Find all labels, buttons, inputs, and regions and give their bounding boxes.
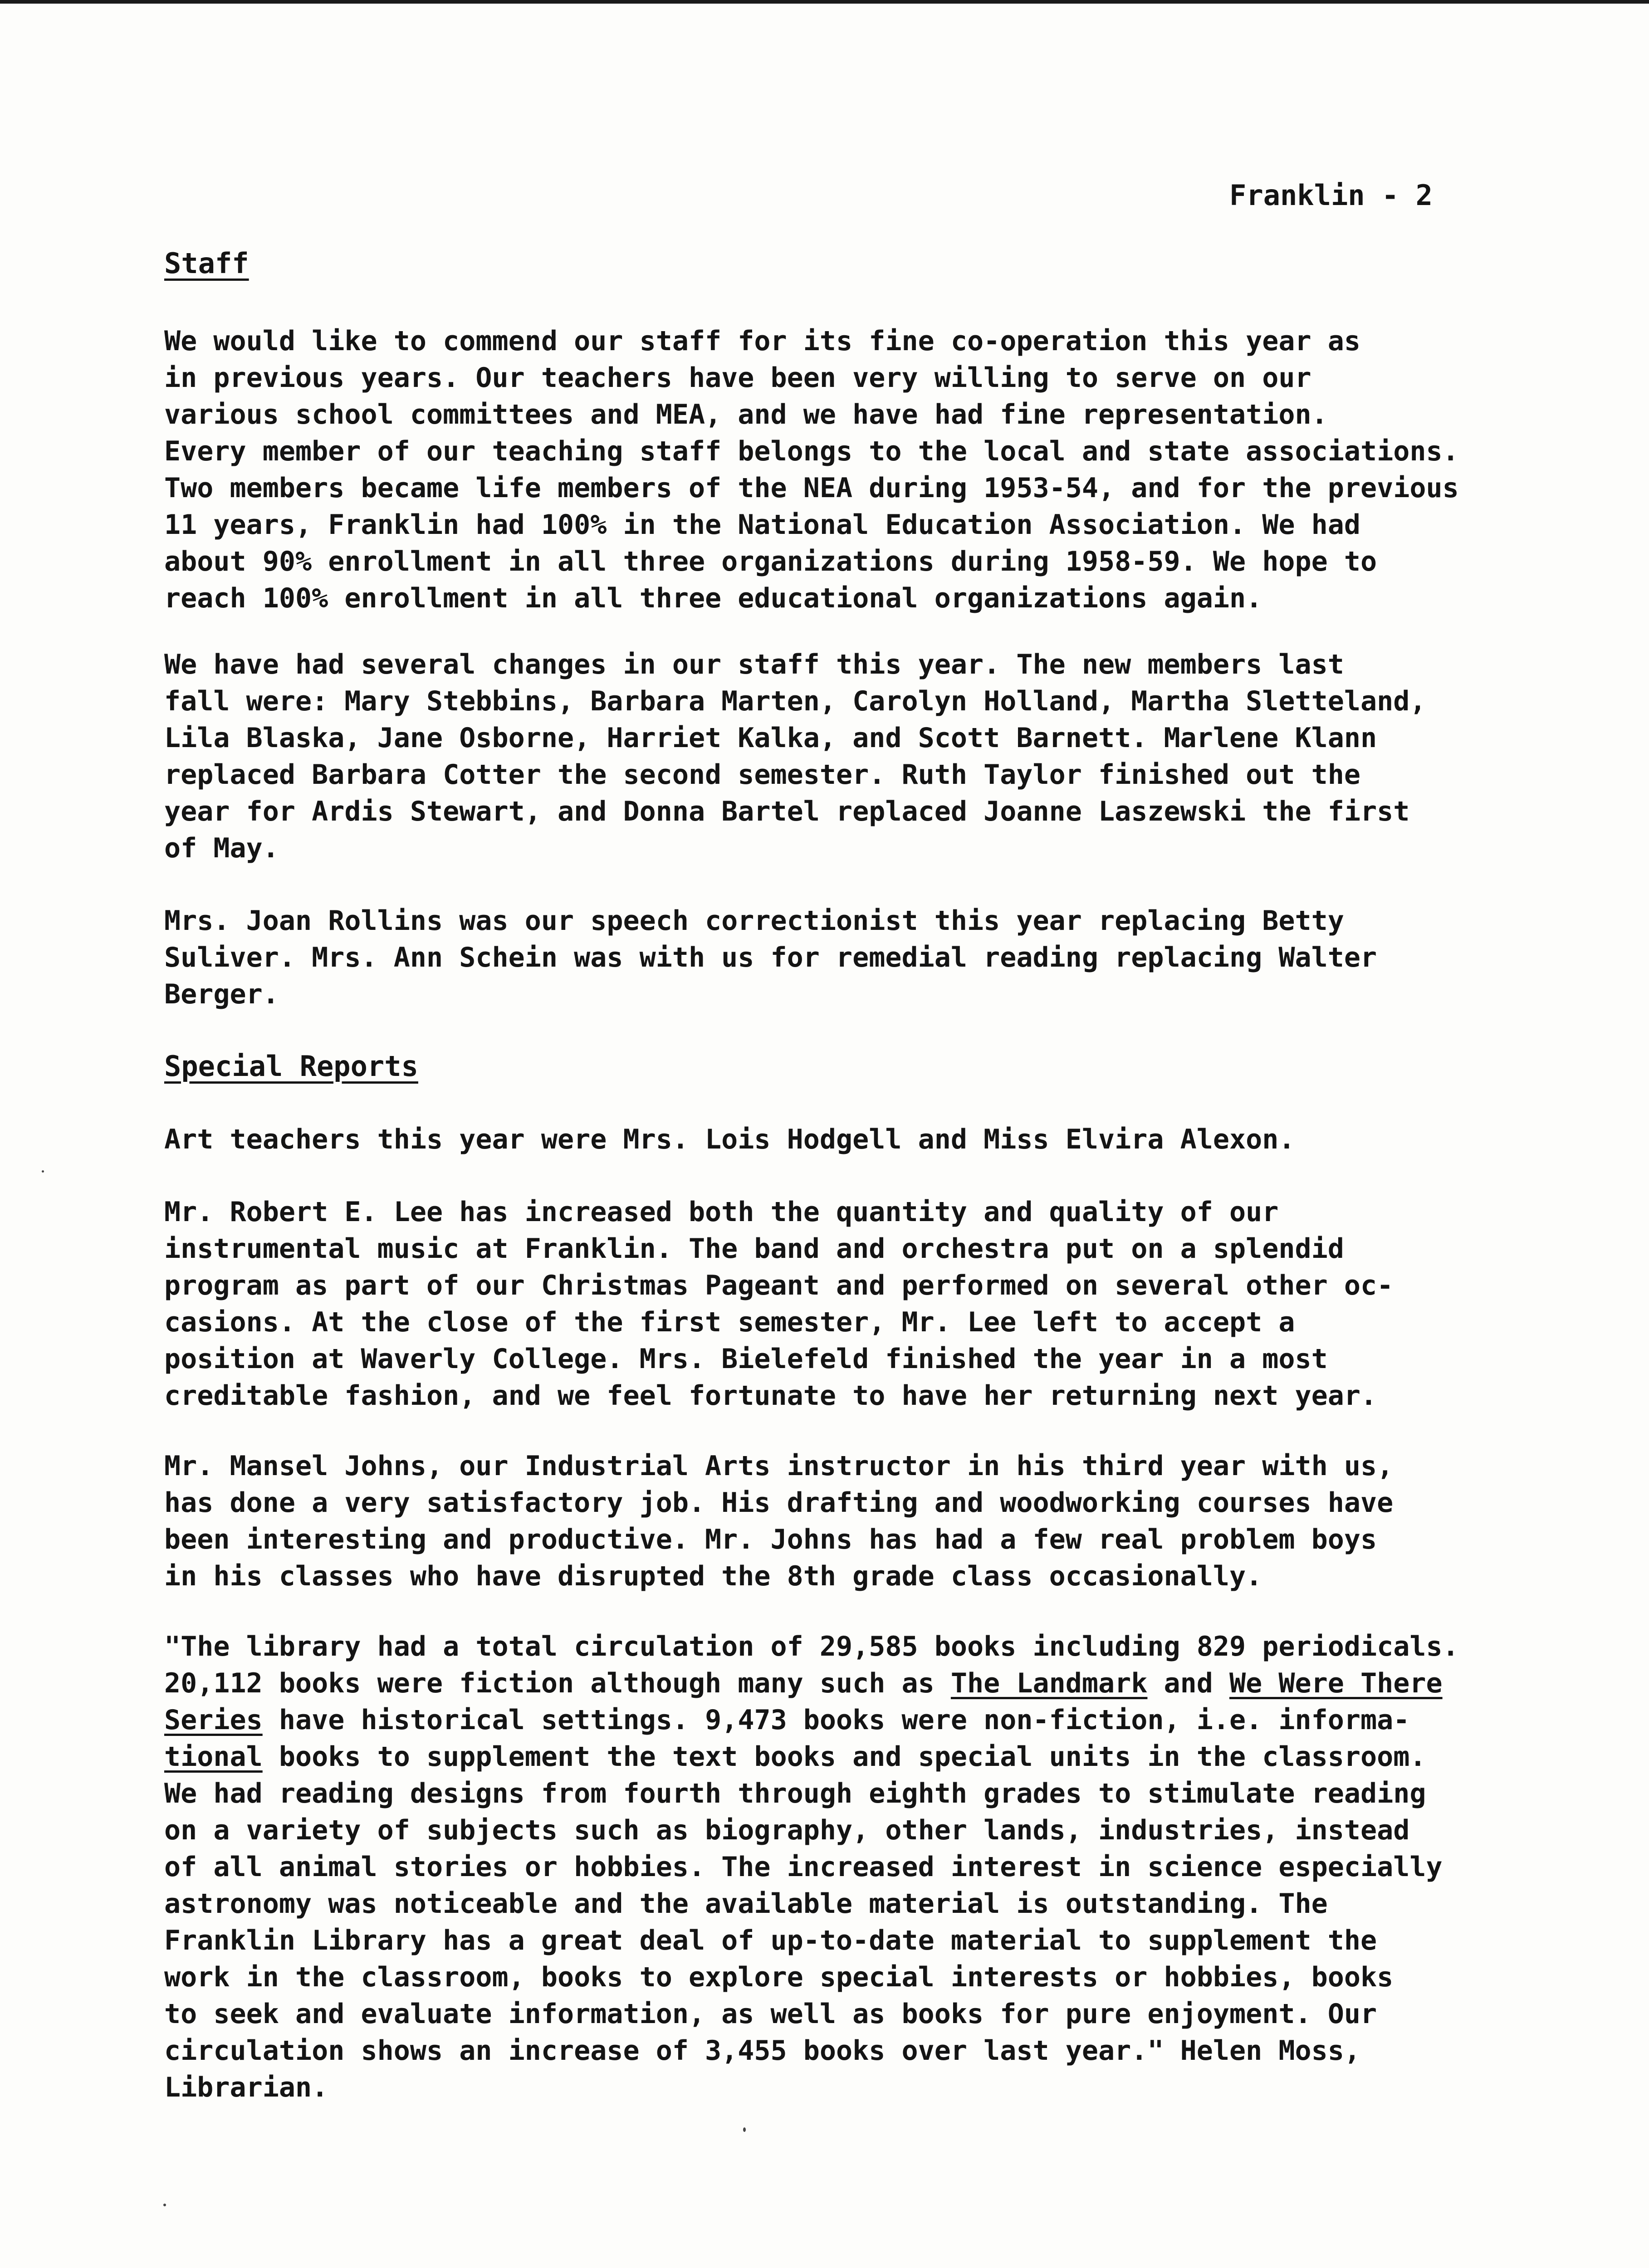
text-line: position at Waverly College. Mrs. Bielefeld finished the year in a most	[164, 1343, 1328, 1375]
text-line: about 90% enrollment in all three organizations during 1958-59. We hope to	[164, 546, 1377, 577]
text-fragment: 20,112 books were fiction although many such as	[164, 1667, 951, 1699]
text-line: We would like to commend our staff for its fine co-operation this year as	[164, 325, 1360, 357]
page-header: Franklin - 2	[1229, 179, 1433, 212]
text-line: Lila Blaska, Jane Osborne, Harriet Kalka, and Scott Barnett. Marlene Klann	[164, 722, 1377, 754]
text-line: 11 years, Franklin had 100% in the National Education Association. We had	[164, 509, 1360, 541]
text-line: Mr. Mansel Johns, our Industrial Arts instructor in his third year with us,	[164, 1450, 1394, 1482]
text-line: of May.	[164, 832, 279, 864]
text-line: instrumental music at Franklin. The band and orchestra put on a splendid	[164, 1233, 1344, 1265]
special-paragraph-2	[164, 1194, 1629, 1414]
text-line: been interesting and productive. Mr. Johns has had a few real problem boys	[164, 1524, 1377, 1555]
series-title-word: Series	[164, 1704, 263, 1736]
text-line: of all animal stories or hobbies. The increased interest in science especially	[164, 1851, 1443, 1883]
special-paragraph-1	[164, 1121, 1629, 1158]
text-fragment: have historical settings. 9,473 books were non-fiction, i.e. informa-	[262, 1704, 1410, 1736]
text-line: has done a very satisfactory job. His drafting and woodworking courses have	[164, 1487, 1394, 1519]
underlined-word: tional	[164, 1741, 263, 1773]
text-line: in his classes who have disrupted the 8th grade class occasionally.	[164, 1560, 1262, 1592]
library-paragraph	[164, 1628, 1629, 2106]
text-line: We had reading designs from fourth through eighth grades to stimulate reading	[164, 1778, 1426, 1809]
scan-speck	[163, 2204, 166, 2206]
text-fragment: and	[1147, 1667, 1230, 1699]
text-line: Mrs. Joan Rollins was our speech correctionist this year replacing Betty	[164, 905, 1344, 937]
text-line	[164, 1665, 1629, 1702]
text-fragment: books to supplement the text books and special units in the classroom.	[262, 1741, 1426, 1773]
text-line: in previous years. Our teachers have been very willing to serve on our	[164, 362, 1311, 394]
text-line: year for Ardis Stewart, and Donna Bartel replaced Joanne Laszewski the first	[164, 796, 1410, 827]
scan-speck	[42, 1170, 44, 1173]
text-line: Art teachers this year were Mrs. Lois Hodgell and Miss Elvira Alexon.	[164, 1124, 1295, 1155]
text-line: Franklin Library has a great deal of up-to-date material to supplement the	[164, 1925, 1377, 1956]
staff-paragraph-2	[164, 646, 1629, 867]
text-line: replaced Barbara Cotter the second semester. Ruth Taylor finished out the	[164, 759, 1360, 791]
text-line: Berger.	[164, 978, 279, 1010]
text-line: Suliver. Mrs. Ann Schein was with us for remedial reading replacing Walter	[164, 942, 1377, 973]
text-line: casions. At the close of the first semester, Mr. Lee left to accept a	[164, 1306, 1295, 1338]
staff-heading: Staff	[164, 247, 249, 280]
text-line: on a variety of subjects such as biography, other lands, industries, instead	[164, 1814, 1410, 1846]
special-paragraph-3	[164, 1448, 1629, 1595]
text-line	[164, 1739, 1629, 1775]
text-line: to seek and evaluate information, as well as books for pure enjoyment. Our	[164, 1998, 1377, 2030]
series-title-landmark: The Landmark	[950, 1667, 1148, 1699]
text-line: Every member of our teaching staff belongs to the local and state associations.	[164, 435, 1459, 467]
text-line: Two members became life members of the NEA during 1953-54, and for the previous	[164, 472, 1459, 504]
text-line: "The library had a total circulation of 29,585 books including 829 periodicals.	[164, 1631, 1459, 1662]
text-line: We have had several changes in our staff this year. The new members last	[164, 649, 1344, 680]
text-line	[164, 1702, 1629, 1739]
text-line: circulation shows an increase of 3,455 books over last year." Helen Moss,	[164, 2035, 1360, 2067]
text-line: work in the classroom, books to explore special interests or hobbies, books	[164, 1961, 1394, 1993]
scan-top-edge	[0, 0, 1649, 4]
text-line: various school committees and MEA, and we have had fine representation.	[164, 399, 1328, 430]
text-line: Librarian.	[164, 2072, 328, 2103]
text-line: astronomy was noticeable and the available material is outstanding. The	[164, 1888, 1328, 1920]
staff-paragraph-3	[164, 903, 1629, 1013]
series-title-we-were-there: We Were There	[1229, 1667, 1443, 1699]
text-line: Mr. Robert E. Lee has increased both the quantity and quality of our	[164, 1196, 1279, 1228]
text-line: fall were: Mary Stebbins, Barbara Marten, Carolyn Holland, Martha Sletteland,	[164, 685, 1426, 717]
text-line: reach 100% enrollment in all three educational organizations again.	[164, 582, 1262, 614]
text-line: creditable fashion, and we feel fortunate to have her returning next year.	[164, 1380, 1377, 1412]
special-reports-heading: Special Reports	[164, 1050, 418, 1083]
staff-paragraph-1	[164, 323, 1629, 617]
text-line: program as part of our Christmas Pageant and performed on several other oc-	[164, 1270, 1394, 1301]
scan-speck	[743, 2127, 746, 2132]
